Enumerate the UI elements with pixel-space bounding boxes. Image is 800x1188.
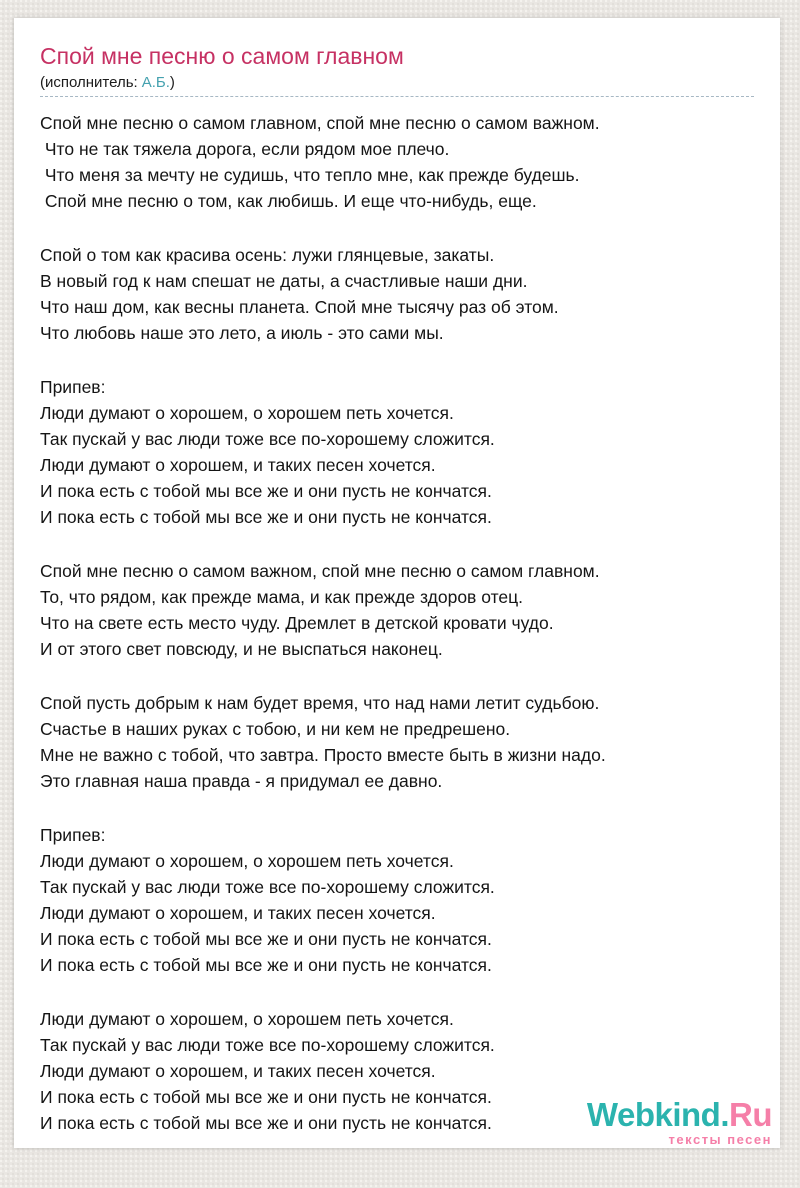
lyrics-line: Что не так тяжела дорога, если рядом мое плечо. bbox=[40, 139, 450, 160]
lyrics-line: Что любовь наше это лето, а июль - это сами мы. bbox=[40, 323, 444, 344]
lyrics-line: Спой мне песню о самом важном, спой мне песню о самом главном. bbox=[40, 561, 600, 582]
lyrics-line: Что наш дом, как весны планета. Спой мне тысячу раз об этом. bbox=[40, 297, 559, 318]
lyrics-line: И пока есть с тобой мы все же и они пусть не кончатся. bbox=[40, 481, 492, 502]
song-title: Спой мне песню о самом главном bbox=[40, 43, 404, 69]
lyrics-line: Это главная наша правда - я придумал ее давно. bbox=[40, 771, 443, 792]
logo-tagline: тексты песен bbox=[668, 1132, 772, 1147]
lyrics-line: Припев: bbox=[40, 825, 106, 846]
lyrics-line: И пока есть с тобой мы все же и они пусть не кончатся. bbox=[40, 955, 492, 976]
lyrics-line: И пока есть с тобой мы все же и они пусть не кончатся. bbox=[40, 929, 492, 950]
artist-close-paren: ) bbox=[169, 74, 175, 92]
lyrics-line: То, что рядом, как прежде мама, и как прежде здоров отец. bbox=[40, 587, 524, 608]
lyrics-line: И пока есть с тобой мы все же и они пусть не кончатся. bbox=[40, 507, 492, 528]
lyrics-line: Что на свете есть место чуду. Дремлет в детской кровати чудо. bbox=[40, 613, 554, 634]
lyrics-line: Спой мне песню о том, как любишь. И еще что-нибудь, еще. bbox=[40, 191, 537, 212]
dotted-separator bbox=[40, 96, 754, 97]
lyrics-line: Люди думают о хорошем, и таких песен хочется. bbox=[40, 903, 436, 924]
lyrics-line: Так пускай у вас люди тоже все по-хорошему сложится. bbox=[40, 429, 495, 450]
lyrics-line: Так пускай у вас люди тоже все по-хорошему сложится. bbox=[40, 877, 495, 898]
lyrics-line: Люди думают о хорошем, и таких песен хочется. bbox=[40, 455, 436, 476]
lyrics-line: И пока есть с тобой мы все же и они пусть не кончатся. bbox=[40, 1087, 492, 1108]
artist-line bbox=[40, 74, 754, 93]
lyrics-stanza bbox=[40, 822, 754, 978]
lyrics-line: Люди думают о хорошем, о хорошем петь хочется. bbox=[40, 851, 454, 872]
lyrics-line: Что меня за мечту не судишь, что тепло мне, как прежде будешь. bbox=[40, 165, 580, 186]
lyrics-line: Люди думают о хорошем, и таких песен хочется. bbox=[40, 1061, 436, 1082]
lyrics-stanza bbox=[40, 110, 754, 214]
lyrics-line: Так пускай у вас люди тоже все по-хорошему сложится. bbox=[40, 1035, 495, 1056]
lyrics-line: Припев: bbox=[40, 377, 106, 398]
lyrics-line: И от этого свет повсюду, и не выспаться наконец. bbox=[40, 639, 443, 660]
artist-label: (исполнитель: bbox=[40, 74, 138, 92]
logo-dot: . bbox=[720, 1096, 729, 1133]
logo-wordmark bbox=[587, 1098, 772, 1131]
lyrics-line: Счастье в наших руках с тобою, и ни кем не предрешено. bbox=[40, 719, 511, 740]
lyrics-stanza bbox=[40, 374, 754, 530]
lyrics-line: В новый год к нам спешат не даты, а счастливые наши дни. bbox=[40, 271, 528, 292]
lyrics-line: Спой о том как красива осень: лужи глянцевые, закаты. bbox=[40, 245, 495, 266]
lyrics-line: Мне не важно с тобой, что завтра. Просто вместе быть в жизни надо. bbox=[40, 745, 606, 766]
webkind-logo-link[interactable] bbox=[587, 1098, 772, 1146]
lyrics-line: Люди думают о хорошем, о хорошем петь хочется. bbox=[40, 403, 454, 424]
lyrics-line: Спой пусть добрым к нам будет время, что над нами летит судьбою. bbox=[40, 693, 600, 714]
lyrics-line: И пока есть с тобой мы все же и они пусть не кончатся. bbox=[40, 1113, 492, 1134]
lyrics-stanza bbox=[40, 690, 754, 794]
content-card bbox=[14, 18, 780, 1148]
lyrics-text bbox=[40, 110, 754, 1136]
logo-brand-text: Webkind bbox=[586, 1096, 721, 1133]
lyrics-stanza bbox=[40, 558, 754, 662]
logo-tld-text: Ru bbox=[729, 1096, 772, 1133]
lyrics-line: Люди думают о хорошем, о хорошем петь хочется. bbox=[40, 1009, 454, 1030]
lyrics-stanza bbox=[40, 242, 754, 346]
lyrics-line: Спой мне песню о самом главном, спой мне песню о самом важном. bbox=[40, 113, 600, 134]
artist-link[interactable]: А.Б. bbox=[141, 74, 170, 92]
